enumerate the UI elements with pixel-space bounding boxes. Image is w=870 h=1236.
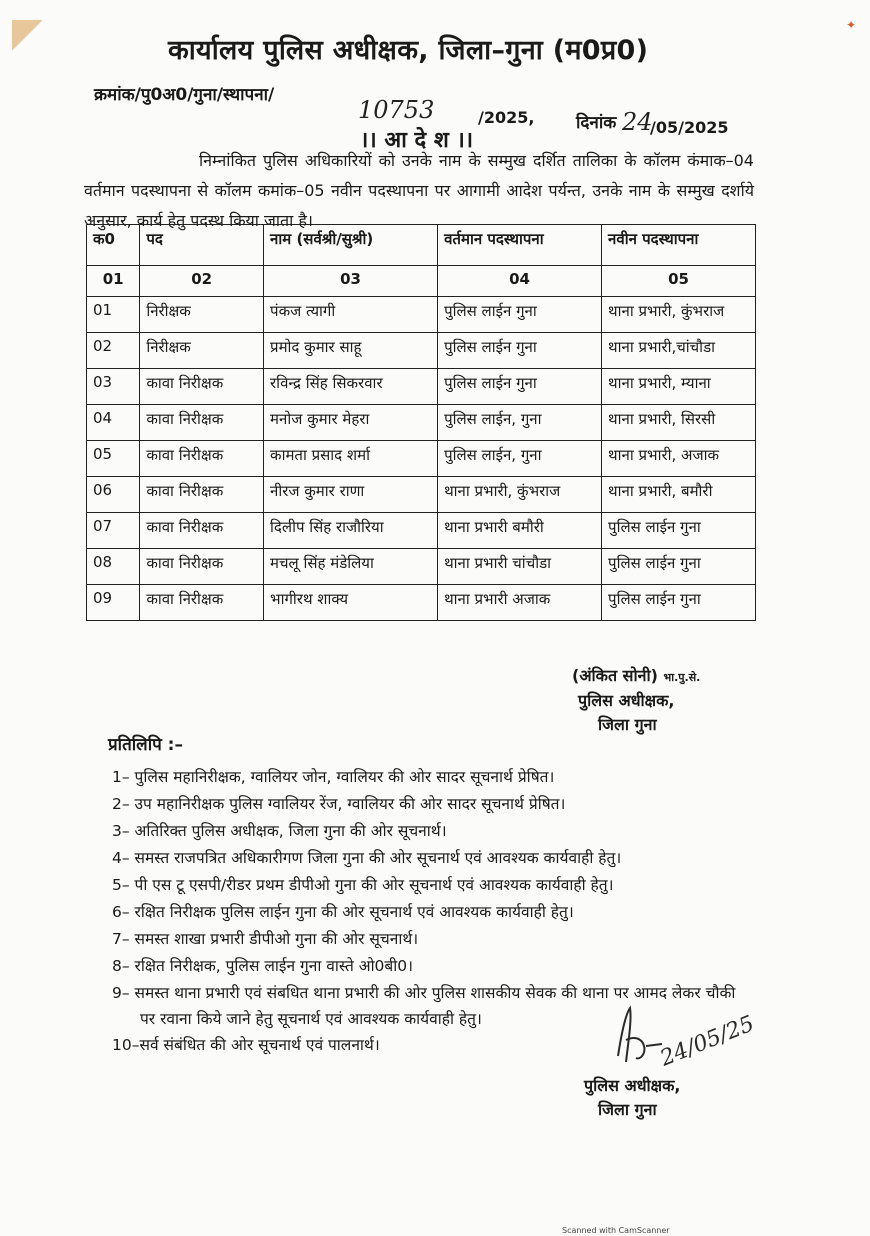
current-posting-cell: पुलिस लाईन गुना xyxy=(438,369,602,405)
handwritten-signature xyxy=(612,1000,762,1080)
name-cell: मचलू सिंह मंडेलिया xyxy=(264,549,438,585)
copy-item: 4– समस्त राजपत्रित अधिकारीगण जिला गुना की ओर सूचनार्थ एवं आवश्यक कार्यवाही हेतु। xyxy=(112,849,622,867)
order-heading: ।। आ दे श ।। xyxy=(360,128,474,153)
signature-date: 24/05/25 xyxy=(656,1011,758,1072)
intro-text: निम्नांकित पुलिस अधिकारियों को उनके नाम के सम्मुख दर्शित तालिका के कॉलम कंमाक–04 वर्तमान पदस्थापना से कॉलम कमांक–05 नवीन पदस्थापना पर आगामी आदेश पर्यन्त, उनके नाम के सम्मुख दर्शाये अनुसार, कार्य हेतु पदस्थ किया जाता है। xyxy=(84,151,754,230)
current-posting-cell: थाना प्रभारी चांचौडा xyxy=(438,549,602,585)
new-posting-cell: थाना प्रभारी, कुंभराज xyxy=(602,297,756,333)
signatory2-designation: पुलिस अधीक्षक, xyxy=(584,1076,681,1095)
corner-fold-mark xyxy=(12,20,48,60)
reference-year: /2025, xyxy=(478,108,535,127)
new-posting-cell: थाना प्रभारी, अजाक xyxy=(602,441,756,477)
post-cell: कावा निरीक्षक xyxy=(140,441,264,477)
post-cell: निरीक्षक xyxy=(140,333,264,369)
header-serial: क0 xyxy=(87,225,140,266)
column-number: 01 xyxy=(87,266,140,297)
current-posting-cell: पुलिस लाईन, गुना xyxy=(438,441,602,477)
name-cell: मनोज कुमार मेहरा xyxy=(264,405,438,441)
date-month-year: /05/2025 xyxy=(650,118,729,137)
table-row xyxy=(87,513,756,549)
new-posting-cell: थाना प्रभारी, म्याना xyxy=(602,369,756,405)
post-cell: कावा निरीक्षक xyxy=(140,549,264,585)
table-row xyxy=(87,441,756,477)
new-posting-cell: थाना प्रभारी, सिरसी xyxy=(602,405,756,441)
table-row xyxy=(87,477,756,513)
new-posting-cell: पुलिस लाईन गुना xyxy=(602,549,756,585)
serial-cell: 04 xyxy=(87,405,140,441)
date-day: 24 xyxy=(622,108,653,136)
serial-cell: 08 xyxy=(87,549,140,585)
copy-item: 6– रक्षित निरीक्षक पुलिस लाईन गुना की ओर सूचनार्थ एवं आवश्यक कार्यवाही हेतु। xyxy=(112,903,574,921)
serial-cell: 05 xyxy=(87,441,140,477)
current-posting-cell: पुलिस लाईन गुना xyxy=(438,333,602,369)
copy-heading: प्रतिलिपि :– xyxy=(108,735,183,755)
post-cell: कावा निरीक्षक xyxy=(140,369,264,405)
serial-cell: 09 xyxy=(87,585,140,621)
column-number: 03 xyxy=(264,266,438,297)
new-posting-cell: थाना प्रभारी, बमौरी xyxy=(602,477,756,513)
post-cell: कावा निरीक्षक xyxy=(140,513,264,549)
posting-table xyxy=(86,224,756,621)
table-body xyxy=(87,297,756,621)
copy-item: 9– समस्त थाना प्रभारी एवं संबधित थाना प्रभारी की ओर पुलिस शासकीय सेवक की थाना पर आमद लेकर चौकी पर रवाना किये जाने हेतु सूचनार्थ एवं आवश्यक कार्यवाही हेतु। xyxy=(112,984,736,1028)
intro-paragraph xyxy=(84,146,754,236)
signatory-name: (अंकित सोनी) xyxy=(572,666,658,685)
header-post: पद xyxy=(140,225,264,266)
table-row xyxy=(87,585,756,621)
table-row xyxy=(87,297,756,333)
post-cell: कावा निरीक्षक xyxy=(140,585,264,621)
office-title: कार्यालय पुलिस अधीक्षक, जिला–गुना (म0प्र0) xyxy=(168,35,649,66)
header-current-posting: वर्तमान पदस्थापना xyxy=(438,225,602,266)
corner-dot: ✦ xyxy=(845,18,856,32)
post-cell: कावा निरीक्षक xyxy=(140,405,264,441)
header-new-posting: नवीन पदस्थापना xyxy=(602,225,756,266)
serial-cell: 06 xyxy=(87,477,140,513)
name-cell: प्रमोद कुमार साहू xyxy=(264,333,438,369)
header-name: नाम (सर्वश्री/सुश्री) xyxy=(264,225,438,266)
current-posting-cell: पुलिस लाईन, गुना xyxy=(438,405,602,441)
name-cell: नीरज कुमार राणा xyxy=(264,477,438,513)
serial-cell: 02 xyxy=(87,333,140,369)
reference-number: 10753 xyxy=(358,96,435,124)
table-row xyxy=(87,333,756,369)
name-cell: कामता प्रसाद शर्मा xyxy=(264,441,438,477)
signatory-district: जिला गुना xyxy=(598,715,657,734)
table-row xyxy=(87,369,756,405)
name-cell: भागीरथ शाक्य xyxy=(264,585,438,621)
scanner-footer: Scanned with CamScanner xyxy=(562,1226,670,1235)
table-row xyxy=(87,549,756,585)
signatory2-district: जिला गुना xyxy=(598,1100,657,1119)
new-posting-cell: पुलिस लाईन गुना xyxy=(602,513,756,549)
column-number-row xyxy=(87,266,756,297)
signatory-name-line xyxy=(572,664,700,686)
current-posting-cell: थाना प्रभारी बमौरी xyxy=(438,513,602,549)
signatory-service: भा.पु.से. xyxy=(663,671,701,684)
column-number: 02 xyxy=(140,266,264,297)
column-number: 05 xyxy=(602,266,756,297)
serial-cell: 03 xyxy=(87,369,140,405)
column-number: 04 xyxy=(438,266,602,297)
table-header-row xyxy=(87,225,756,266)
current-posting-cell: थाना प्रभारी अजाक xyxy=(438,585,602,621)
copy-item: 1– पुलिस महानिरीक्षक, ग्वालियर जोन, ग्वालियर की ओर सादर सूचनार्थ प्रेषित। xyxy=(112,768,555,786)
copy-item: 7– समस्त शाखा प्रभारी डीपीओ गुना की ओर सूचनार्थ। xyxy=(112,930,419,948)
copy-item: 5– पी एस टू एसपी/रीडर प्रथम डीपीओ गुना की ओर सूचनार्थ एवं आवश्यक कार्यवाही हेतु। xyxy=(112,876,614,894)
date-label: दिनांक xyxy=(576,113,617,133)
copy-item: 10–सर्व संबंधित की ओर सूचनार्थ एवं पालनार्थ। xyxy=(112,1036,380,1054)
name-cell: रविन्द्र सिंह सिकरवार xyxy=(264,369,438,405)
reference-prefix: क्रमांक/पु0अ0/गुना/स्थापना/ xyxy=(94,85,275,105)
new-posting-cell: पुलिस लाईन गुना xyxy=(602,585,756,621)
current-posting-cell: थाना प्रभारी, कुंभराज xyxy=(438,477,602,513)
post-cell: कावा निरीक्षक xyxy=(140,477,264,513)
copy-item: 8– रक्षित निरीक्षक, पुलिस लाईन गुना वास्ते ओ0बी0। xyxy=(112,957,414,975)
serial-cell: 01 xyxy=(87,297,140,333)
copy-item: 2– उप महानिरीक्षक पुलिस ग्वालियर रेंज, ग्वालियर की ओर सादर सूचनार्थ प्रेषित। xyxy=(112,795,566,813)
current-posting-cell: पुलिस लाईन गुना xyxy=(438,297,602,333)
name-cell: दिलीप सिंह राजौरिया xyxy=(264,513,438,549)
signatory-designation: पुलिस अधीक्षक, xyxy=(578,691,675,710)
table-row xyxy=(87,405,756,441)
post-cell: निरीक्षक xyxy=(140,297,264,333)
serial-cell: 07 xyxy=(87,513,140,549)
new-posting-cell: थाना प्रभारी,चांचौडा xyxy=(602,333,756,369)
copy-item: 3– अतिरिक्त पुलिस अधीक्षक, जिला गुना की ओर सूचनार्थ। xyxy=(112,822,447,840)
name-cell: पंकज त्यागी xyxy=(264,297,438,333)
